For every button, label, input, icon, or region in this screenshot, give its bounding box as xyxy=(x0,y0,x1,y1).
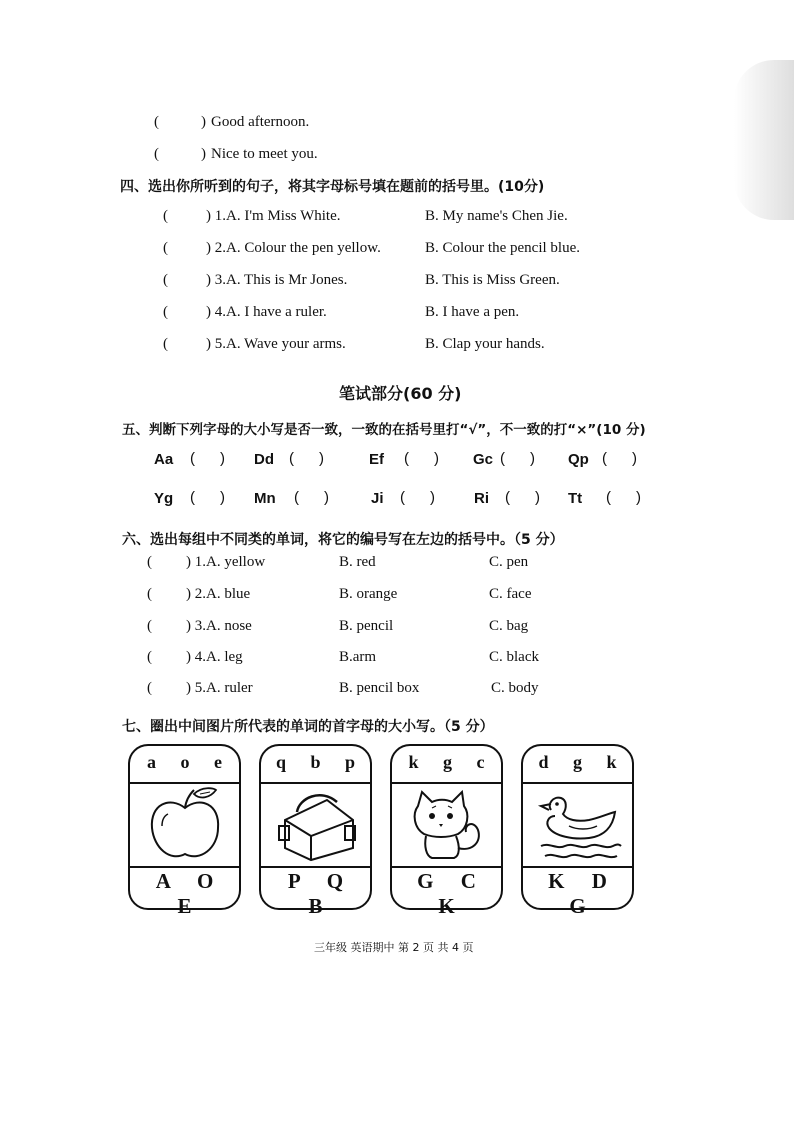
check-paren: ( ) xyxy=(602,450,637,467)
option-b: B.arm xyxy=(339,649,377,665)
option-c: C. bag xyxy=(489,618,529,634)
letter-pair: Tt xyxy=(568,490,583,507)
section6-heading: 六、选出每组中不同类的单词，将它的编号写在左边的括号中。（5 分） xyxy=(122,532,564,548)
letter-pair: Ef xyxy=(369,451,384,468)
option-a: ) 4.A. I have a ruler. xyxy=(206,304,327,320)
option-a: ) 4.A. leg xyxy=(186,649,243,665)
picture-card xyxy=(259,744,372,918)
divider xyxy=(523,782,632,784)
answer-paren: ( xyxy=(163,240,168,256)
item-text: Nice to meet you. xyxy=(211,146,318,162)
divider xyxy=(392,782,501,784)
item-text: Good afternoon. xyxy=(211,114,310,130)
lowercase-options: k g c xyxy=(408,752,495,772)
divider xyxy=(523,866,632,868)
lowercase-options: d g k xyxy=(538,752,627,772)
check-paren: ( ) xyxy=(404,450,439,467)
letter-pair: Ri xyxy=(474,490,489,507)
check-paren: ( ) xyxy=(400,489,435,506)
letter-pair: Ji xyxy=(371,490,384,507)
answer-paren: ( xyxy=(163,304,168,320)
answer-paren-close: ) xyxy=(201,114,206,130)
answer-paren: ( xyxy=(147,618,152,634)
answer-paren: ( xyxy=(163,336,168,352)
uppercase-options: A O E xyxy=(155,869,225,918)
page-footer: 三年级 英语期中 第 2 页 共 4 页 xyxy=(314,941,474,954)
option-b: B. orange xyxy=(339,586,398,602)
option-b: B. This is Miss Green. xyxy=(425,272,560,288)
check-paren: ( ) xyxy=(606,489,641,506)
divider xyxy=(130,866,239,868)
picture-card xyxy=(521,744,634,918)
option-c: C. pen xyxy=(489,554,529,570)
uppercase-options: K D G xyxy=(548,869,618,918)
bag-icon xyxy=(271,786,361,864)
option-c: C. face xyxy=(489,586,532,602)
section5-heading: 五、判断下列字母的大小写是否一致，一致的在括号里打“√”，不一致的打“×”(10 分) xyxy=(122,422,646,438)
check-paren: ( ) xyxy=(289,450,324,467)
answer-paren-open: ( xyxy=(154,146,159,162)
check-paren: ( ) xyxy=(294,489,329,506)
divider xyxy=(392,866,501,868)
divider xyxy=(130,782,239,784)
answer-paren: ( xyxy=(163,272,168,288)
option-b: B. Colour the pencil blue. xyxy=(425,240,580,256)
option-a: ) 1.A. I'm Miss White. xyxy=(206,208,341,224)
letter-pair: Dd xyxy=(254,451,274,468)
option-a: ) 3.A. This is Mr Jones. xyxy=(206,272,348,288)
option-a: ) 1.A. yellow xyxy=(186,554,266,570)
answer-paren: ( xyxy=(147,586,152,602)
letter-pair: Qp xyxy=(568,451,589,468)
option-a: ) 5.A. Wave your arms. xyxy=(206,336,346,352)
option-b: B. I have a pen. xyxy=(425,304,520,320)
lowercase-options: a o e xyxy=(147,752,232,772)
uppercase-options: G C K xyxy=(417,869,487,918)
picture-card xyxy=(390,744,503,918)
divider xyxy=(261,866,370,868)
answer-paren: ( xyxy=(147,554,152,570)
section7-heading: 七、圈出中间图片所代表的单词的首字母的大小写。（5 分） xyxy=(122,719,494,735)
option-b: B. pencil box xyxy=(339,680,420,696)
check-paren: ( ) xyxy=(190,450,225,467)
option-c: C. black xyxy=(489,649,539,665)
option-a: ) 5.A. ruler xyxy=(186,680,253,696)
option-a: ) 3.A. nose xyxy=(186,618,252,634)
option-b: B. Clap your hands. xyxy=(425,336,545,352)
check-paren: ( ) xyxy=(190,489,225,506)
answer-paren-close: ) xyxy=(201,146,206,162)
option-b: B. My name's Chen Jie. xyxy=(425,208,568,224)
duck-icon xyxy=(533,786,625,864)
apple-icon xyxy=(140,786,230,864)
check-paren: ( ) xyxy=(505,489,540,506)
picture-card xyxy=(128,744,241,918)
answer-paren: ( xyxy=(147,649,152,665)
letter-pair: Yg xyxy=(154,490,174,507)
option-a: ) 2.A. blue xyxy=(186,586,251,602)
lowercase-options: q b p xyxy=(275,752,366,772)
answer-paren: ( xyxy=(163,208,168,224)
section4-heading: 四、选出你所听到的句子，将其字母标号填在题前的括号里。(10分) xyxy=(120,179,545,195)
answer-paren-open: ( xyxy=(154,114,159,130)
letter-pair: Aa xyxy=(154,451,174,468)
option-b: B. pencil xyxy=(339,618,394,634)
option-c: C. body xyxy=(491,680,539,696)
letter-pair: Mn xyxy=(254,490,276,507)
cat-icon xyxy=(402,786,492,864)
option-b: B. red xyxy=(339,554,376,570)
letter-pair: Gc xyxy=(473,451,494,468)
written-part-title: 笔试部分(60 分) xyxy=(339,384,462,403)
scan-shadow xyxy=(734,60,794,220)
answer-paren: ( xyxy=(147,680,152,696)
check-paren: ( ) xyxy=(500,450,535,467)
option-a: ) 2.A. Colour the pen yellow. xyxy=(206,240,381,256)
divider xyxy=(261,782,370,784)
uppercase-options: P Q B xyxy=(287,869,355,918)
